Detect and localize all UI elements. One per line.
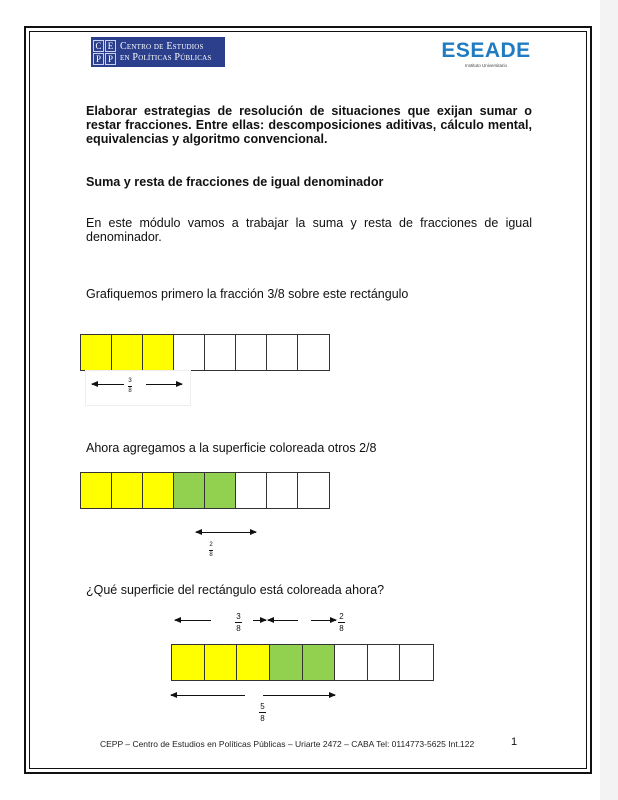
- fraction-label-5-8: [259, 702, 266, 723]
- step2-instruction: Ahora agregamos a la superficie coloreada otros 2/8: [86, 441, 377, 455]
- fraction-cell: [112, 473, 143, 508]
- arrow-right-3-8: [253, 620, 266, 621]
- fraction-cell: [303, 645, 336, 680]
- cepp-logo-letter: P: [93, 53, 104, 65]
- fraction-cell: [205, 645, 238, 680]
- cepp-logo-text: [120, 41, 212, 63]
- fraction-cell: [400, 645, 433, 680]
- fraction-cell: [205, 473, 236, 508]
- fraction-cell: [143, 473, 174, 508]
- fraction-rectangle-2: [80, 472, 330, 509]
- eseade-logo: [440, 40, 532, 68]
- cepp-logo-letter: C: [93, 40, 104, 52]
- arrow-left-5-8: [171, 695, 245, 696]
- fraction-numerator: 2: [339, 612, 344, 621]
- eseade-logo-word: ESEADE: [441, 39, 531, 62]
- fraction-cell: [237, 645, 270, 680]
- fraction-cell: [236, 335, 267, 370]
- cepp-logo-line1: Centro de Estudios: [120, 41, 204, 52]
- arrow-left-3-8: [175, 620, 211, 621]
- section-title: Suma y resta de fracciones de igual denominador: [86, 175, 384, 189]
- arrow-left: [92, 384, 124, 385]
- cepp-logo-line2: en Políticas Públicas: [120, 52, 212, 63]
- eseade-logo-subtitle: Instituto Universitario: [464, 63, 508, 68]
- fraction-denominator: 8: [128, 388, 132, 394]
- page-number: 1: [511, 736, 518, 748]
- fraction-denominator: 8: [236, 624, 241, 633]
- fraction-numerator: 5: [260, 702, 265, 711]
- double-arrow: [196, 532, 256, 533]
- fraction-cell: [368, 645, 401, 680]
- fraction-denominator: 8: [339, 624, 344, 633]
- fraction-rectangle-1: [80, 334, 330, 371]
- fraction-cell: [236, 473, 267, 508]
- cepp-logo-letter: P: [105, 53, 116, 65]
- fraction-cell: [174, 335, 205, 370]
- fraction-cell: [267, 335, 298, 370]
- fraction-cell: [172, 645, 205, 680]
- fraction-cell: [267, 473, 298, 508]
- fraction-numerator: 3: [236, 612, 241, 621]
- cepp-logo-mark: [93, 40, 116, 65]
- arrow-box: [86, 371, 190, 405]
- fraction-cell: [335, 645, 368, 680]
- fraction-numerator: 3: [128, 378, 132, 384]
- fraction-rectangle-3: [171, 644, 434, 681]
- arrow-right-2-8: [311, 620, 336, 621]
- step3-question: ¿Qué superficie del rectángulo está coloreada ahora?: [86, 583, 385, 597]
- fraction-cell: [270, 645, 303, 680]
- fraction-denominator: 8: [209, 552, 213, 558]
- arrow-right: [146, 384, 182, 385]
- fraction-label-3-8-top: [235, 612, 242, 633]
- cepp-logo: [91, 37, 225, 67]
- fraction-cell: [112, 335, 143, 370]
- fraction-numerator: 2: [209, 542, 213, 548]
- fraction-label-3-8: [128, 378, 132, 395]
- fraction-cell: [174, 473, 205, 508]
- page-footer: CEPP – Centro de Estudios en Políticas Públicas – Uriarte 2472 – CABA Tel: 0114773-5625 Int.122: [100, 739, 475, 749]
- fraction-label-2-8: [209, 542, 213, 559]
- cepp-logo-letter: E: [105, 40, 116, 52]
- objective-paragraph: Elaborar estrategias de resolución de situaciones que exijan sumar o restar fracciones. Entre ellas: descomposiciones aditivas, cálculo mental, equivalencias y algoritmo convencional.: [86, 104, 532, 146]
- step1-instruction: Grafiquemos primero la fracción 3/8 sobre este rectángulo: [86, 287, 409, 301]
- fraction-cell: [81, 473, 112, 508]
- arrow-left-2-8: [268, 620, 298, 621]
- arrow-right-5-8: [263, 695, 335, 696]
- fraction-denominator: 8: [260, 714, 265, 723]
- fraction-cell: [81, 335, 112, 370]
- intro-paragraph: En este módulo vamos a trabajar la suma y resta de fracciones de igual denominador.: [86, 216, 532, 244]
- viewer-gutter: [600, 0, 618, 800]
- fraction-cell: [205, 335, 236, 370]
- fraction-label-2-8-top: [338, 612, 345, 633]
- fraction-cell: [298, 335, 329, 370]
- fraction-cell: [143, 335, 174, 370]
- fraction-cell: [298, 473, 329, 508]
